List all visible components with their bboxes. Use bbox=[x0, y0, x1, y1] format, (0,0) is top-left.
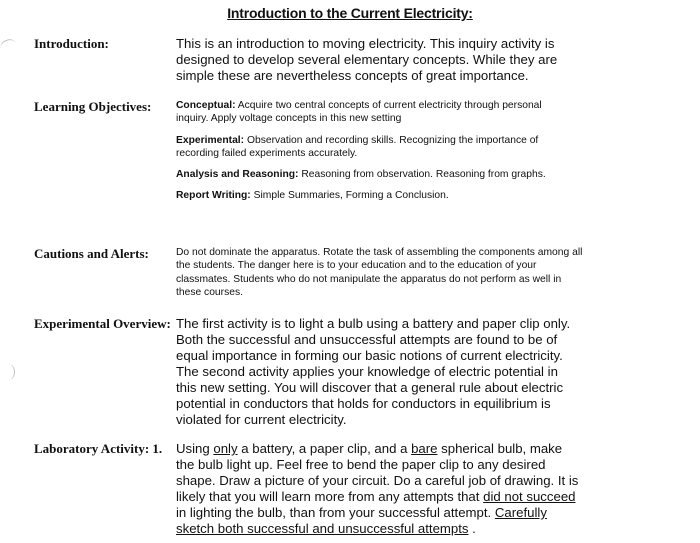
lab-text: spherical bulb, make the bulb light up. Feel free to bend the paper clip to any desired shape. Draw a picture of your circuit. Do a careful job of drawing. It is likely that you will learn more from any attempts that bbox=[176, 441, 579, 504]
objectives-list bbox=[176, 99, 546, 203]
objective-text: Simple Summaries, Forming a Conclusion. bbox=[250, 190, 449, 202]
section-text: Do not dominate the apparatus. Rotate the task of assembling the components among all the students. The danger here is to your education and to the education of your classmates. Students who do not manipulate the apparatus do not perform as well in these courses. bbox=[176, 247, 583, 298]
objective-text: Reasoning from observation. Reasoning from graphs. bbox=[298, 169, 546, 181]
section-label: Laboratory Activity: 1. bbox=[34, 441, 163, 456]
section-text bbox=[176, 441, 581, 537]
page-title: Introduction to the Current Electricity: bbox=[227, 5, 473, 21]
objective-item bbox=[176, 134, 546, 161]
section-text: The first activity is to light a bulb using a battery and paper clip only. Both the successful and unsuccessful attempts are found to be of equal importance in forming our basic notions of current electricity. The second activity applies your knowledge of electric potential in this new setting. You will discover that a general rule about electric potential in conductors that holds for conductors in equilibrium is violated for current electricity. bbox=[176, 316, 571, 427]
margin-mark bbox=[0, 37, 18, 55]
lab-underlined-text: did not succeed bbox=[483, 489, 576, 504]
section-label: Cautions and Alerts: bbox=[34, 246, 149, 261]
lab-underlined-text: Carefully sketch both successful and unsuccessful attempts bbox=[176, 505, 547, 536]
objective-item bbox=[176, 99, 546, 126]
lab-text: a battery, a paper clip, and a bbox=[237, 441, 412, 456]
objective-text: Observation and recording skills. Recognizing the importance of recording failed experiments accurately. bbox=[176, 134, 539, 159]
lab-text: in lighting the bulb, than from your successful attempt. bbox=[176, 505, 495, 520]
margin-mark bbox=[2, 364, 15, 380]
objective-heading: Report Writing: bbox=[176, 190, 251, 202]
section-label: Learning Objectives: bbox=[34, 99, 152, 114]
objective-heading: Conceptual: bbox=[176, 100, 236, 111]
objective-item bbox=[176, 168, 546, 181]
section-text: This is an introduction to moving electricity. This inquiry activity is designed to develop several elementary concepts. While they are simple these are nevertheless concepts of great importance. bbox=[176, 36, 558, 83]
lab-text: . bbox=[468, 521, 476, 536]
section-label: Introduction: bbox=[34, 36, 109, 51]
objective-heading: Analysis and Reasoning: bbox=[176, 169, 299, 181]
section-label: Experimental Overview: bbox=[34, 316, 171, 331]
objective-item bbox=[176, 189, 546, 202]
objective-text: Acquire two central concepts of current electricity through personal inquiry. Apply voltage concepts in this new setting bbox=[176, 100, 542, 125]
objective-heading: Experimental: bbox=[176, 134, 245, 146]
lab-text: Using bbox=[176, 441, 214, 456]
lab-underlined-text: only bbox=[213, 441, 238, 456]
lab-underlined-text: bare bbox=[411, 441, 438, 456]
